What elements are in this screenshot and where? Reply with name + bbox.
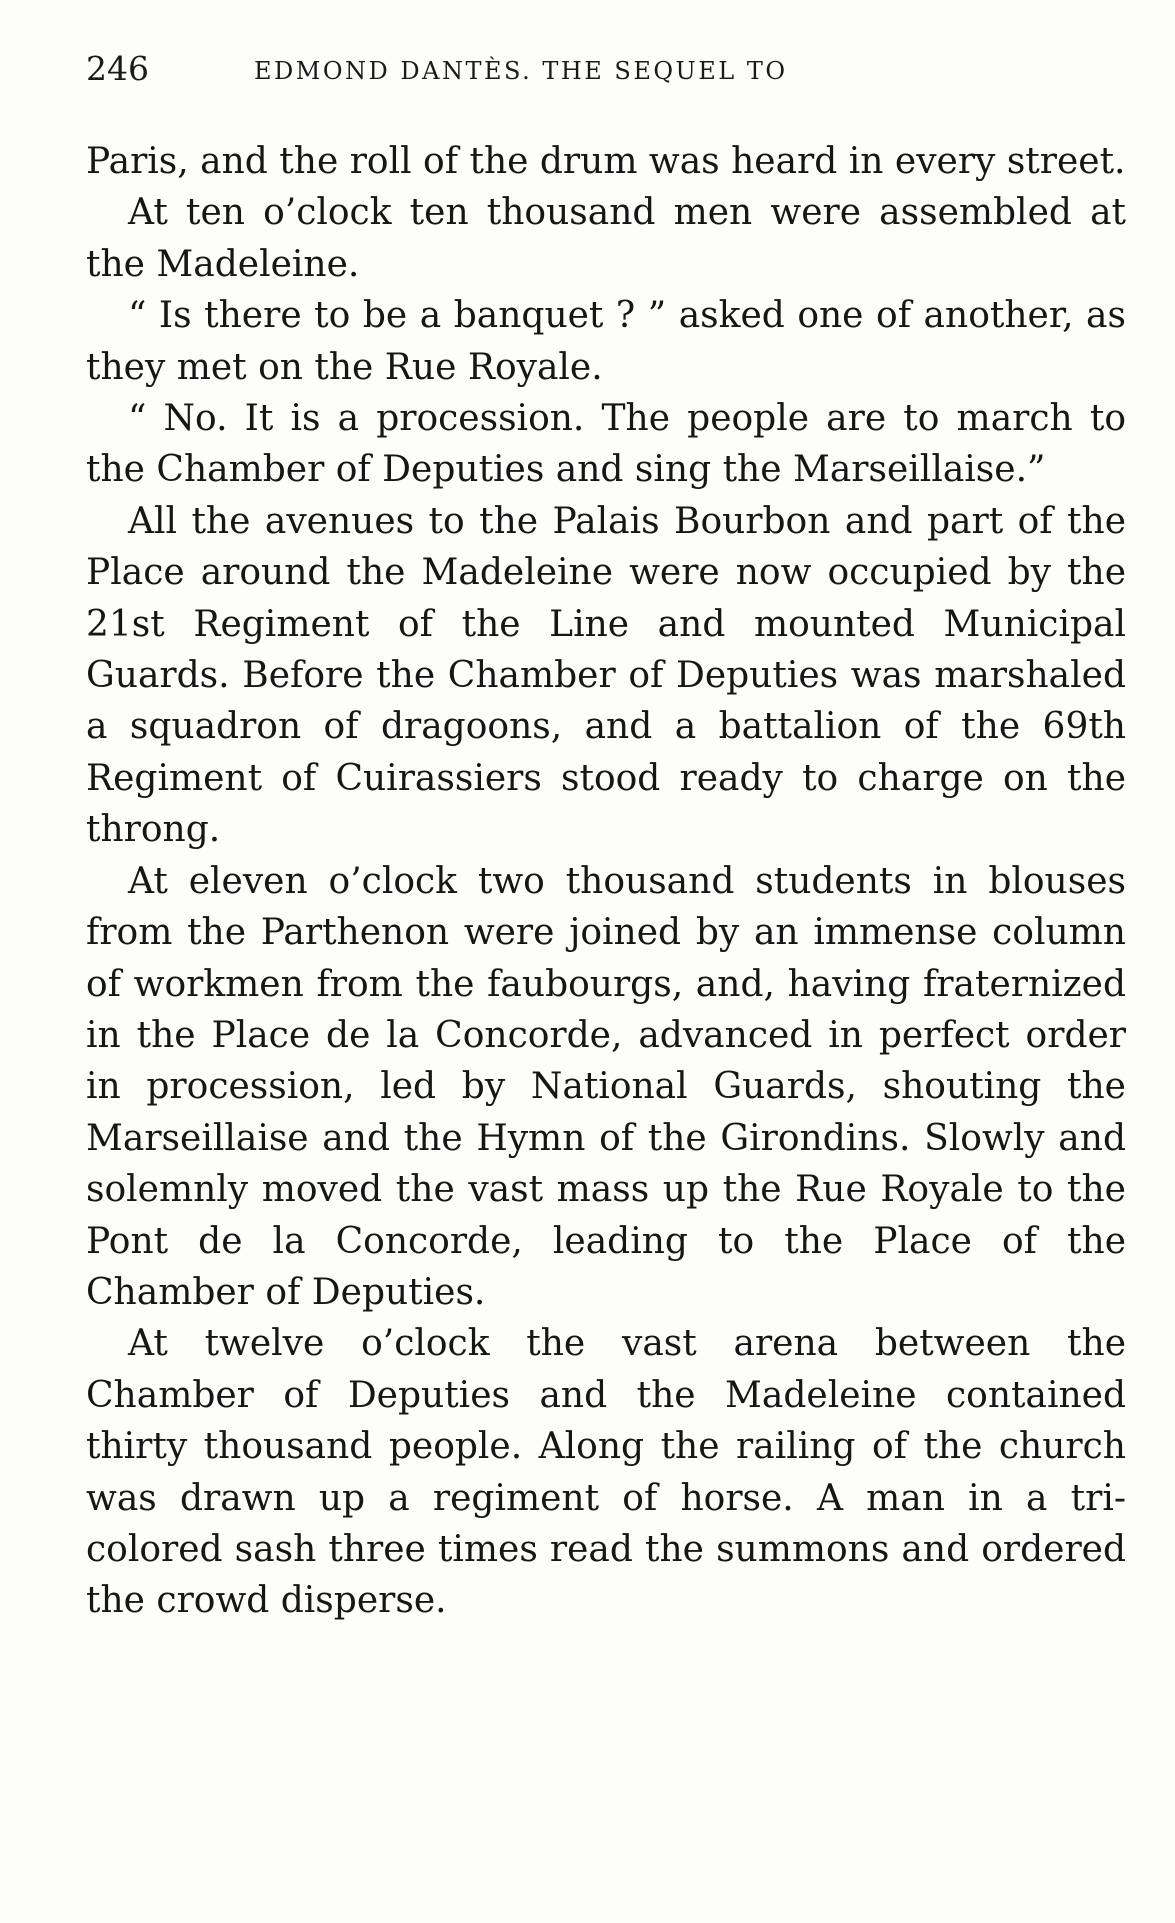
body-text (86, 136, 1126, 1627)
paragraph-continuation: Paris, and the roll of the drum was heard in every street. (86, 141, 1126, 182)
paragraph: All the avenues to the Palais Bourbon and part of the Place around the Madeleine were now occupied by the 21st Regiment of the Line and mounted Municipal Guards. Before the Chamber of Deputies was marshaled a squadron of dragoons, and a battalion of the 69th Regiment of Cuirassiers stood ready to charge on the throng. (86, 500, 1126, 851)
paragraph: At eleven o’clock two thousand students in blouses from the Parthenon were joined by an immense column of workmen from the faubourgs, and, having fraternized in the Place de la Concorde, advanced in perfect order in procession, led by National Guards, shouting the Marseillaise and the Hymn of the Girondins. Slowly and solemnly moved the vast mass up the Rue Royale to the Pont de la Concorde, leading to the Place of the Chamber of Deputies. (86, 860, 1126, 1313)
paragraph: At twelve o’clock the vast arena between the Chamber of Deputies and the Madeleine contained thirty thousand people. Along the railing of the church was drawn up a regiment of horse. A man in a tri-colored sash three times read the summons and ordered the crowd disperse. (86, 1323, 1126, 1622)
paragraph: “ Is there to be a banquet ? ” asked one of another, as they met on the Rue Royale. (86, 295, 1126, 388)
page-number: 246 (86, 49, 149, 88)
running-head (86, 44, 1126, 94)
paragraph: At ten o’clock ten thousand men were assembled at the Madeleine. (86, 192, 1126, 285)
paragraph: “ No. It is a procession. The people are to march to the Chamber of Deputies and sing the Marseillaise.” (86, 398, 1126, 491)
running-title: EDMOND DANTÈS. THE SEQUEL TO (254, 57, 788, 85)
